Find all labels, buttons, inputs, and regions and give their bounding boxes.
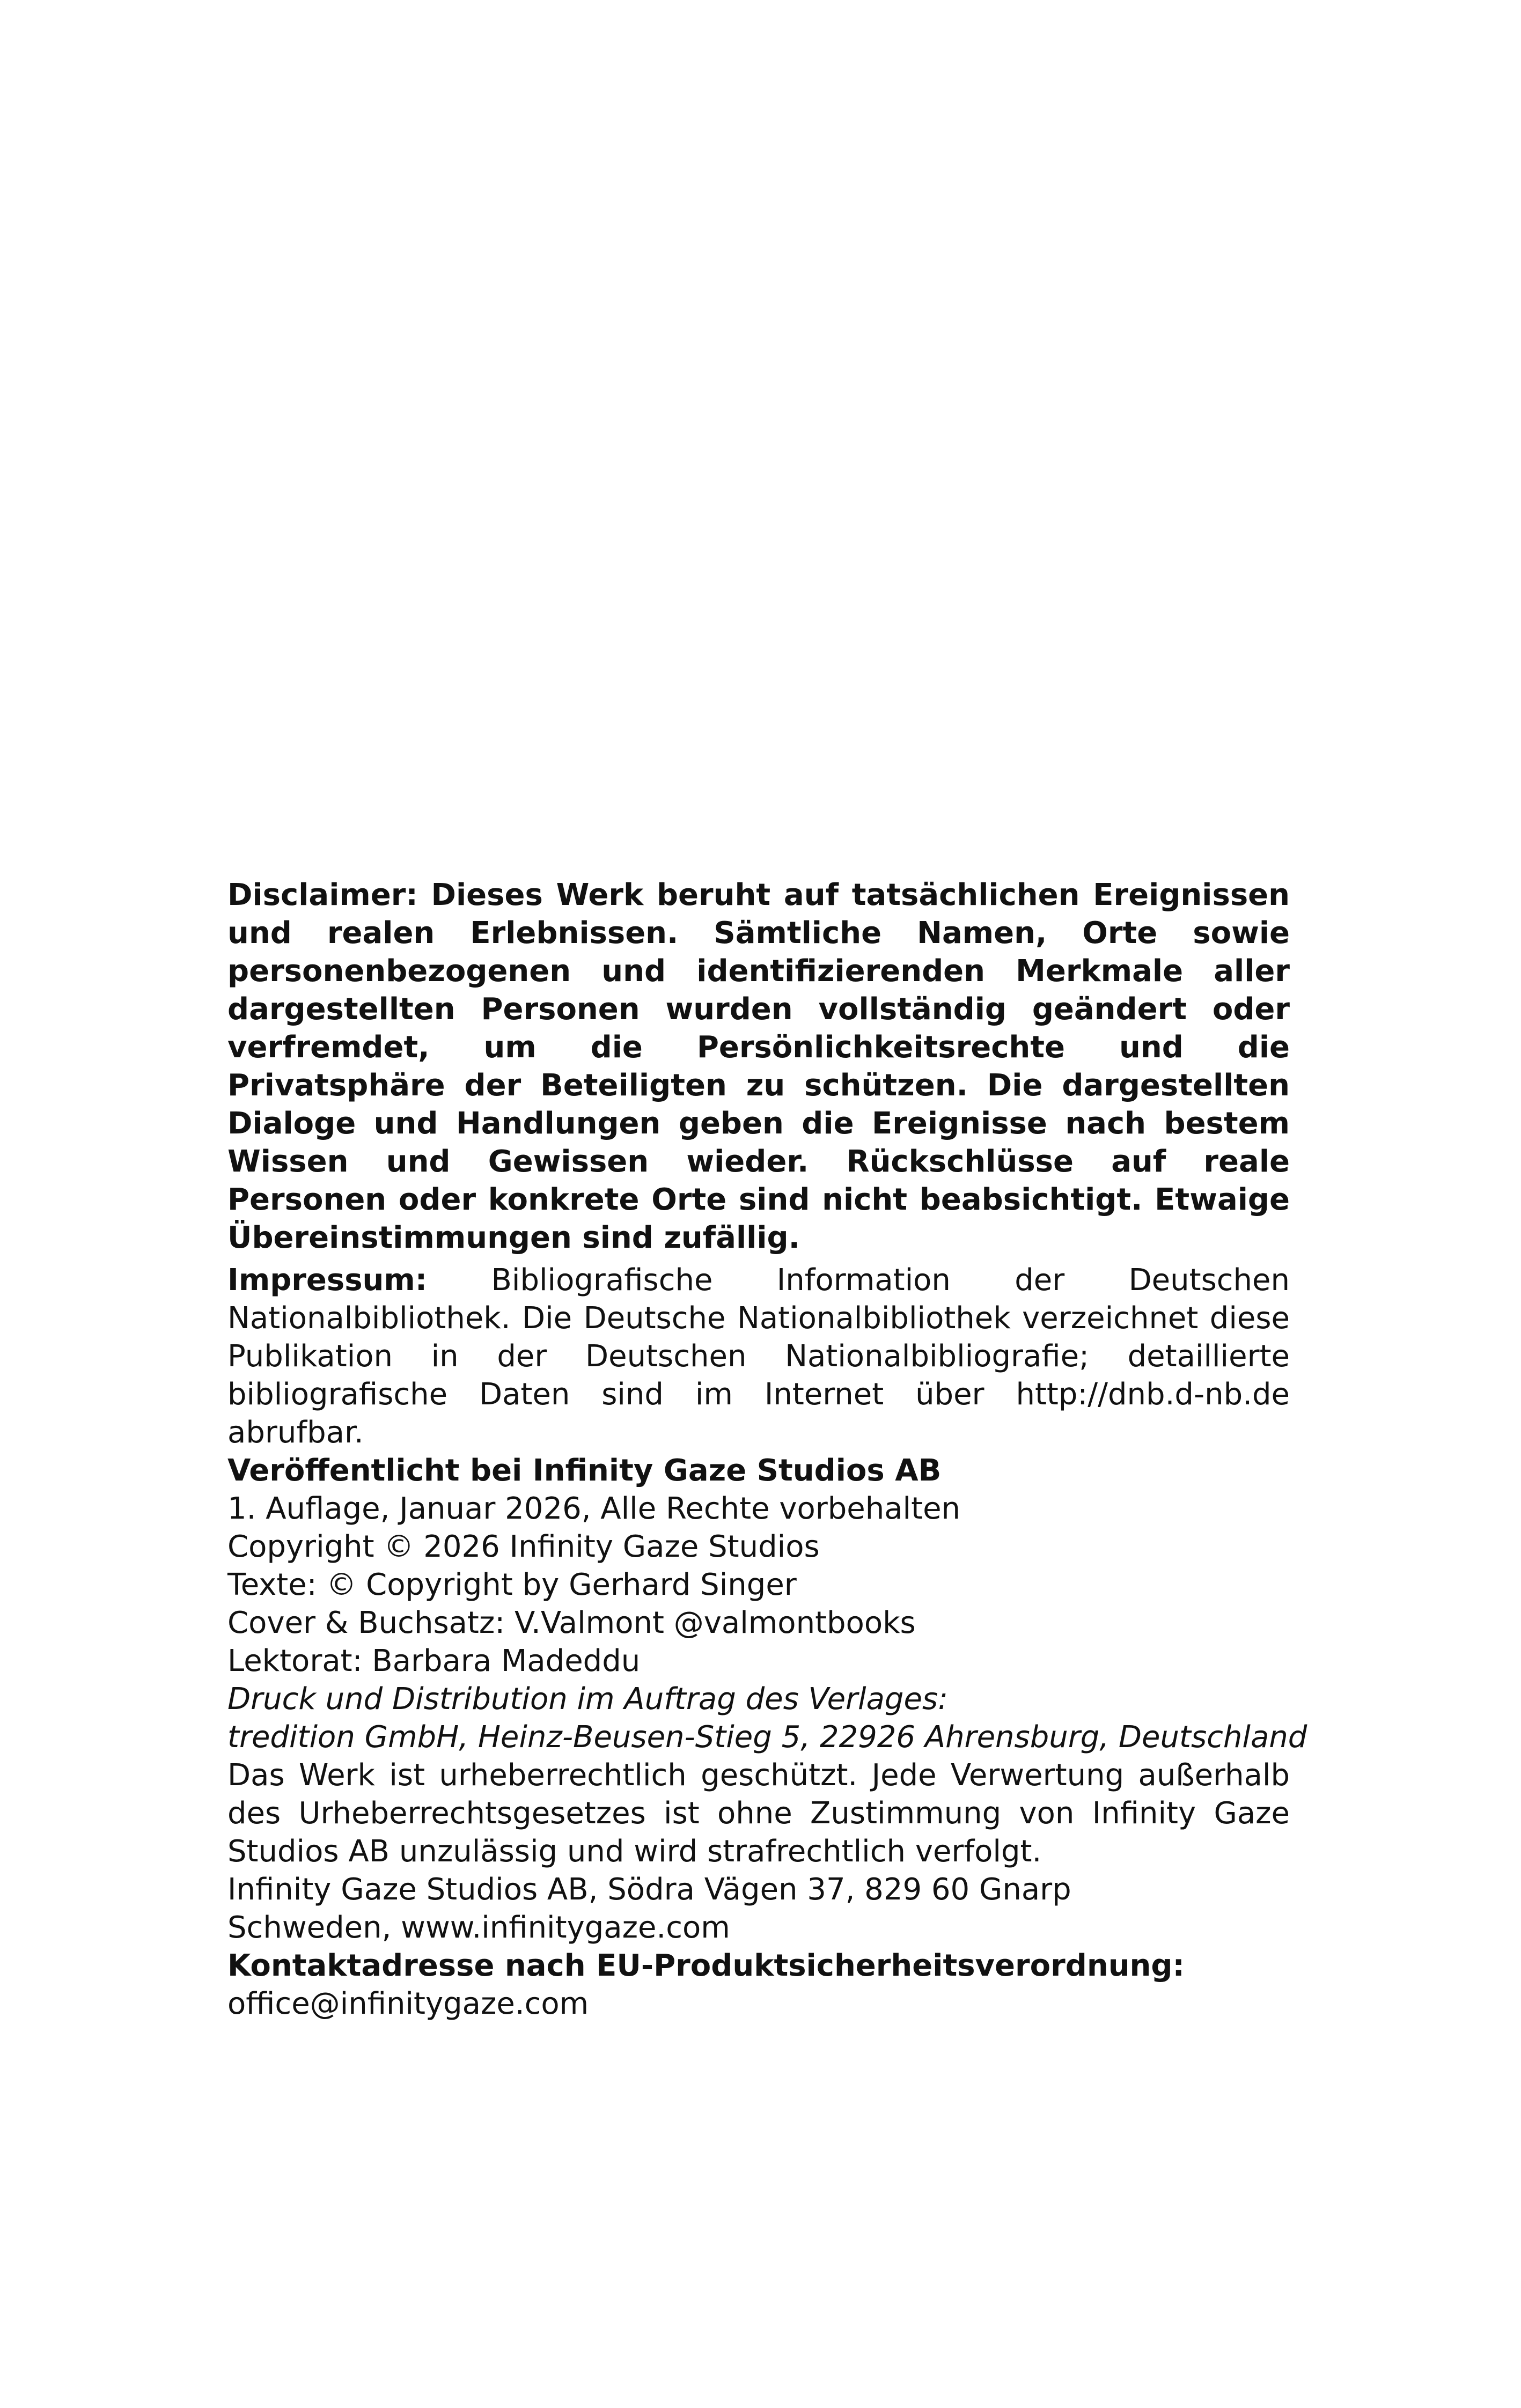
publisher-address-line1: Infinity Gaze Studios AB, Södra Vägen 37, 829 60 Gnarp: [227, 1872, 1071, 1907]
disclaimer-text: Disclaimer: Dieses Werk beruht auf tatsächlichen Ereignissen und realen Erlebnissen. Sämtliche Namen, Orte sowie personenbezogenen und identifizierenden Merkmale aller dargestellten Personen wurden vollständig geändert oder verfremdet, um die Persönlichkeitsrechte und die Privatsphäre der Beteiligten zu schützen. Die dargestellten Dialoge und Handlungen geben die Ereignisse nach bestem Wissen und Gewissen wieder. Rückschlüsse auf reale Personen oder konkrete Orte sind nicht beabsichtigt. Etwaige Übereinstimmungen sind zufällig.: [227, 878, 1290, 1255]
published-by: Veröffentlicht bei Infinity Gaze Studios AB: [227, 1453, 942, 1488]
publisher-address-line2: Schweden, www.infinitygaze.com: [227, 1910, 730, 1945]
copyright-line: Copyright © 2026 Infinity Gaze Studios: [227, 1529, 820, 1564]
printing-label: Druck und Distribution im Auftrag des Verlages:: [227, 1682, 948, 1717]
contact-label: Kontaktadresse nach EU-Produktsicherheitsverordnung:: [227, 1948, 1185, 1983]
texts-credit: Texte: © Copyright by Gerhard Singer: [227, 1567, 797, 1602]
copyright-protection-notice: Das Werk ist urheberrechtlich geschützt. Jede Verwertung außerhalb des Urheberrechtsgesetzes ist ohne Zustimmung von Infinity Gaze Studios AB unzulässig und wird strafrechtlich verfolgt.: [227, 1758, 1290, 1869]
edition-line: 1. Auflage, Januar 2026, Alle Rechte vorbehalten: [227, 1491, 961, 1526]
disclaimer-block: [227, 876, 1290, 1257]
printer-address: tredition GmbH, Heinz-Beusen-Stieg 5, 22926 Ahrensburg, Deutschland: [227, 1720, 1307, 1755]
impressum-block: [227, 1261, 1307, 2023]
contact-email: office@infinitygaze.com: [227, 1986, 589, 2021]
impressum-bibliographic-paragraph: [227, 1261, 1290, 1452]
impressum-bibliographic-info: Bibliografische Information der Deutschen Nationalbibliothek. Die Deutsche Nationalbibliothek verzeichnet diese Publikation in der Deutschen Nationalbibliografie; detaillierte bibliografische Daten sind im Internet über http://dnb.d-nb.de abrufbar.: [227, 1263, 1290, 1450]
cover-credit: Cover & Buchsatz: V.Valmont @valmontbooks: [227, 1606, 916, 1640]
editing-credit: Lektorat: Barbara Madeddu: [227, 1644, 641, 1678]
impressum-label: Impressum:: [227, 1263, 428, 1298]
